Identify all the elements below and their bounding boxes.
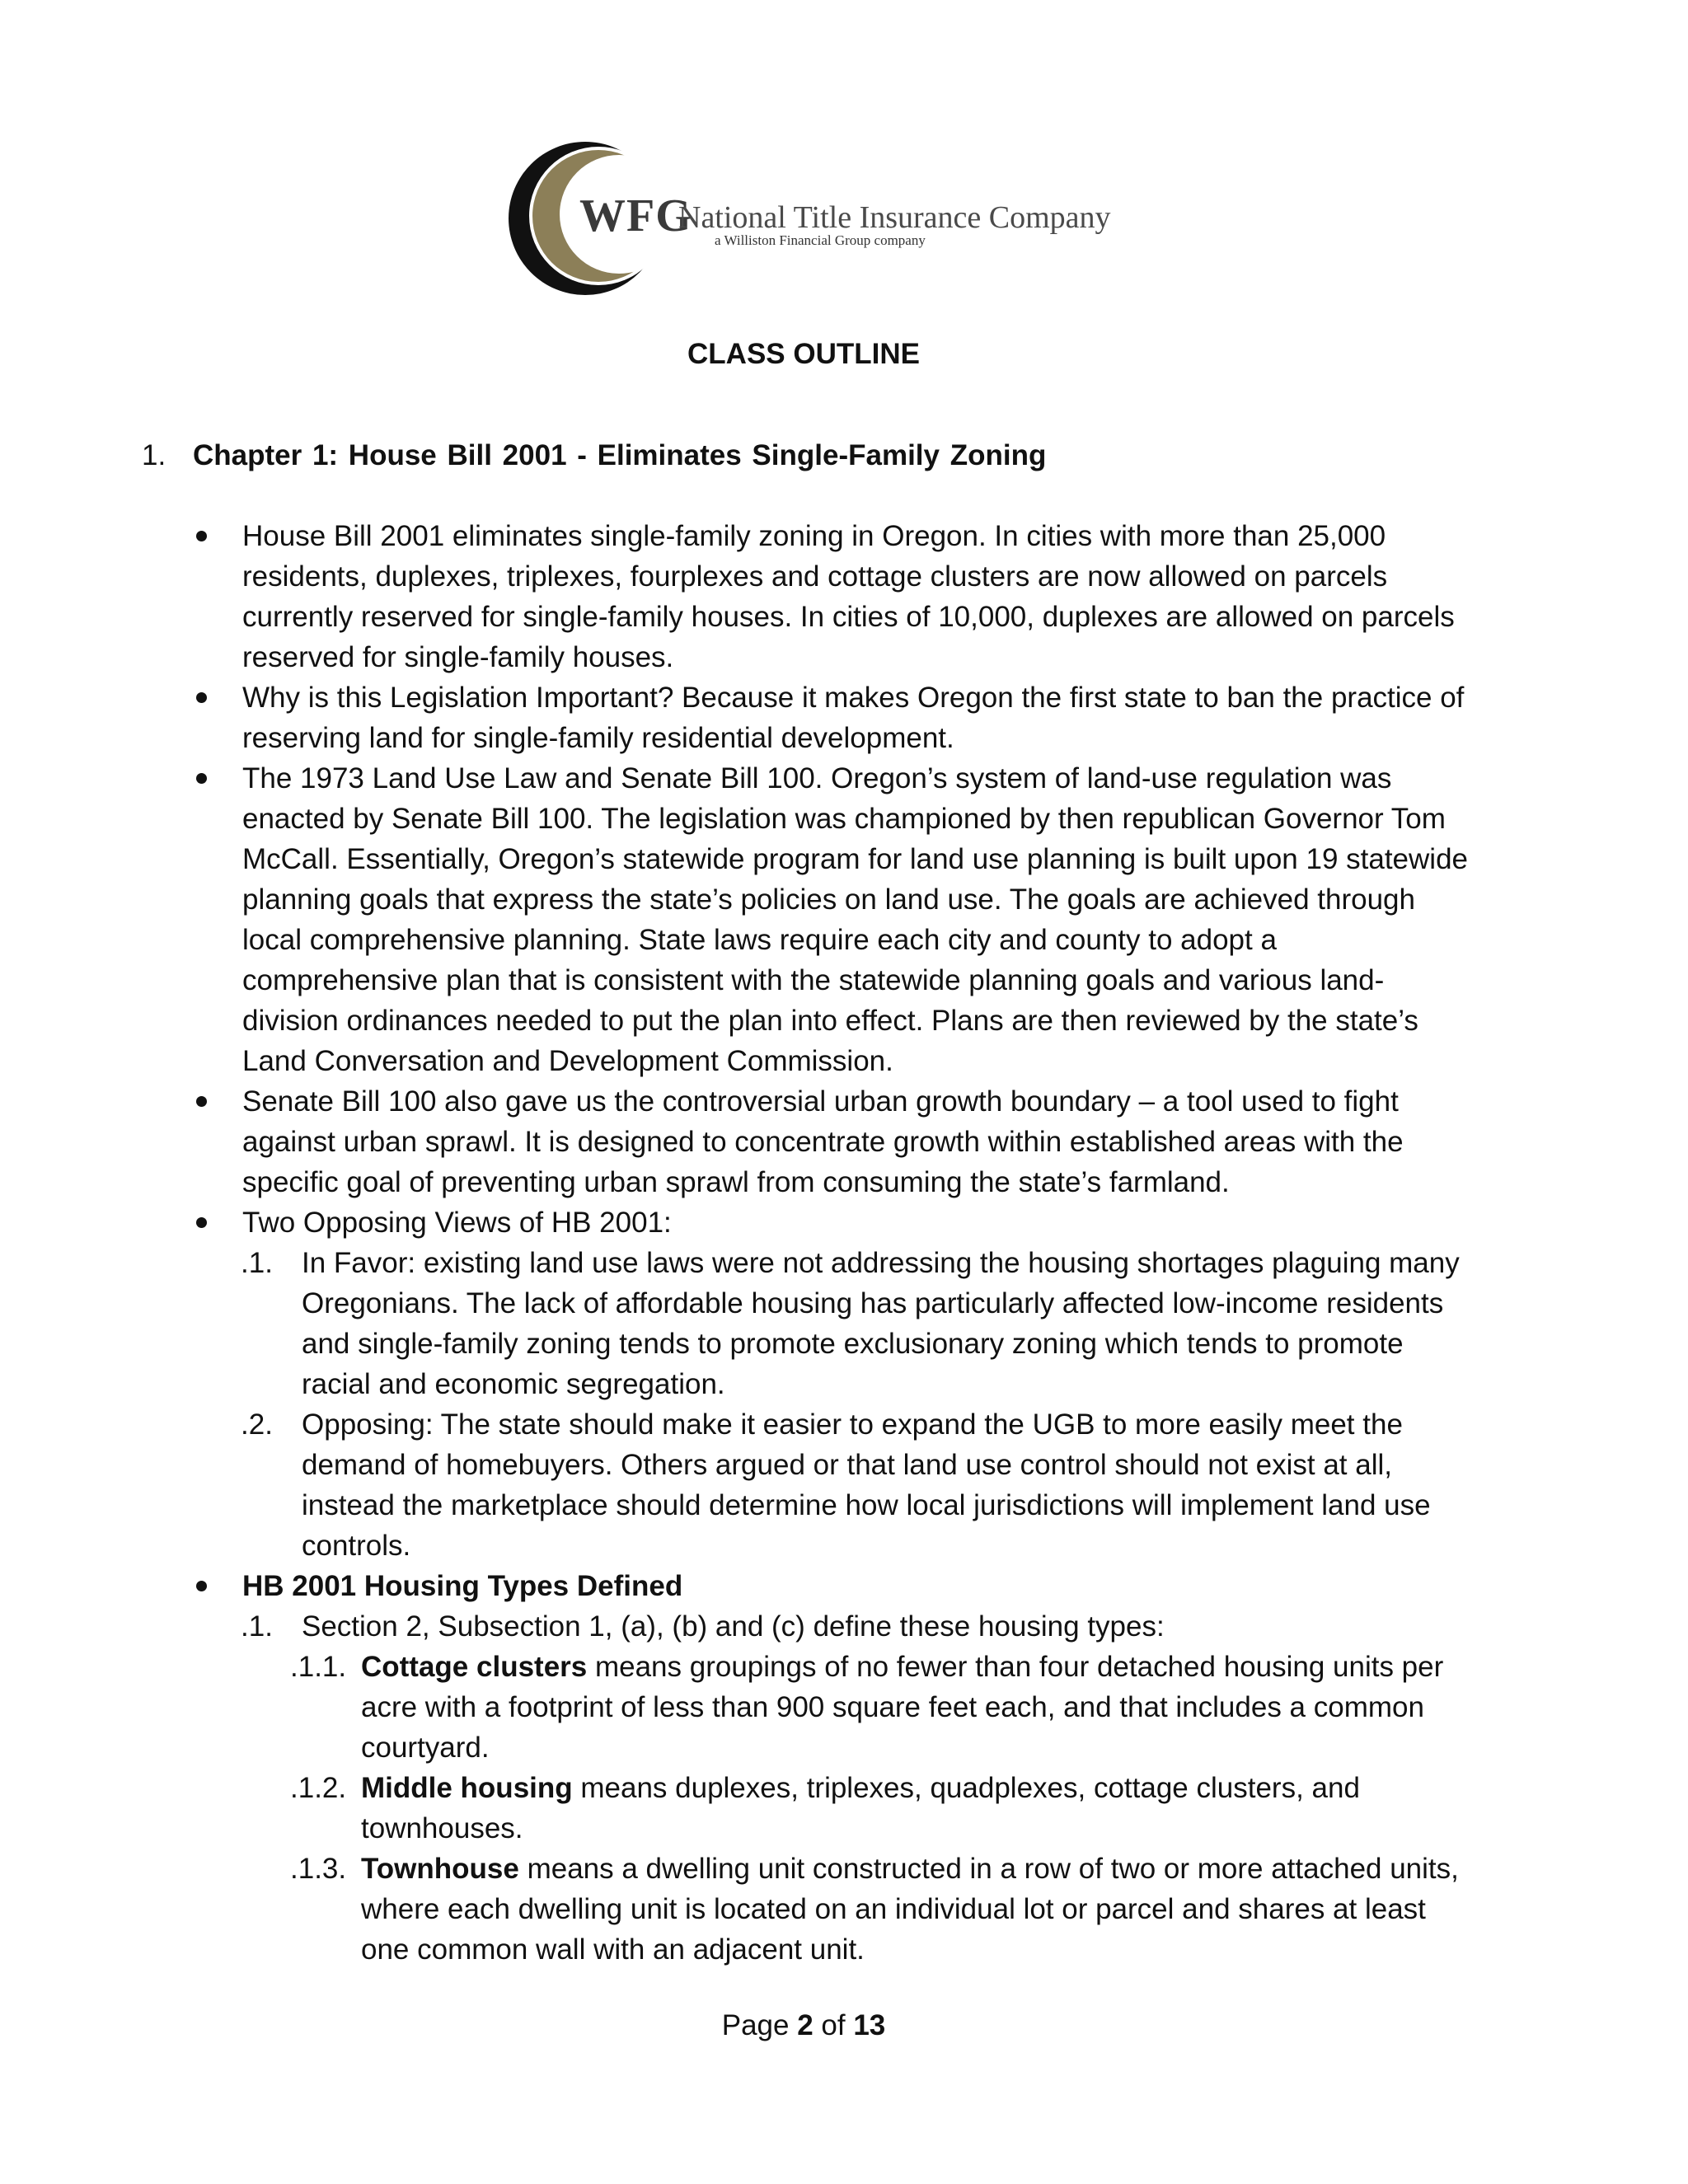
sub-list-text: Section 2, Subsection 1, (a), (b) and (c) define these housing types: <box>302 1610 1165 1643</box>
footer-prefix: Page <box>721 2009 798 2041</box>
bullet-text: The 1973 Land Use Law and Senate Bill 100. Oregon’s system of land-use regulation was enacted by Senate Bill 100. The legislation was championed by then republican Governor Tom McCall. Essentially, Oregon’s statewide program for land use planning is built upon 19 statewide planning goals that express the state’s policies on land use. The goals are achieved through local comprehensive planning. State laws require each city and county to adopt a comprehensive plan that is consistent with the statewide planning goals and various land-division ordinances needed to put the plan into effect. Plans are then reviewed by the state’s Land Conversation and Development Commission. <box>242 762 1469 1077</box>
page-number-footer <box>0 2009 1607 2042</box>
bullet-text: Two Opposing Views of HB 2001: <box>242 1207 672 1239</box>
bullet-item <box>0 758 1475 1081</box>
definition-term: Townhouse <box>361 1853 519 1885</box>
chapter-number: 1. <box>142 439 166 471</box>
bullet-item <box>0 677 1475 758</box>
chapter-heading <box>0 435 1688 476</box>
bullet-icon <box>196 1581 207 1591</box>
definition-text: means groupings of no fewer than four detached housing units per acre with a footprint of less than 900 square feet each, and that includes a common courtyard. <box>361 1651 1444 1764</box>
definition-number: .1.3. <box>290 1853 347 1885</box>
sub-list-text: Opposing: The state should make it easier to expand the UGB to more easily meet the demand of homebuyers. Others argued or that land use control should not exist at all, instead the marketplace should determine how local jurisdictions will implement land use controls. <box>302 1408 1431 1562</box>
chapter-title: Chapter 1: House Bill 2001 - Eliminates Single-Family Zoning <box>193 439 1047 471</box>
definition-text: means duplexes, triplexes, quadplexes, cottage clusters, and townhouses. <box>361 1772 1360 1844</box>
sub-list-item <box>0 1606 1475 1647</box>
bullet-icon <box>196 531 207 541</box>
bullet-item <box>0 516 1475 677</box>
bullet-item <box>0 1202 1475 1243</box>
bullet-icon <box>196 1096 207 1107</box>
sub-list-text: In Favor: existing land use laws were not addressing the housing shortages plaguing many Oregonians. The lack of affordable housing has particularly affected low-income residents and single-family zoning tends to promote exclusionary zoning which tends to promote racial and economic segregation. <box>302 1247 1460 1400</box>
bullet-icon <box>196 773 207 784</box>
outline-content <box>0 435 1688 1970</box>
definition-term: Cottage clusters <box>361 1651 588 1683</box>
definition-term: Middle housing <box>361 1772 573 1804</box>
sub-list-item <box>0 1404 1475 1566</box>
bullet-text: Why is this Legislation Important? Because it makes Oregon the first state to ban the practice of reserving land for single-family residential development. <box>242 682 1465 754</box>
total-page-count: 13 <box>853 2009 886 2041</box>
definition-item <box>0 1647 1475 1768</box>
definition-number: .1.2. <box>290 1772 347 1804</box>
bullet-icon <box>196 1217 207 1228</box>
sub-list-number: .1. <box>241 1610 273 1643</box>
definition-item <box>0 1768 1475 1849</box>
footer-middle: of <box>813 2009 854 2041</box>
company-logo <box>507 140 1109 297</box>
logo-mark-text: WFG <box>579 190 692 241</box>
definition-item <box>0 1849 1475 1970</box>
current-page-number: 2 <box>797 2009 814 2041</box>
definition-number: .1.1. <box>290 1651 347 1683</box>
logo-subtitle: a Williston Financial Group company <box>715 232 926 248</box>
sub-list-item <box>0 1243 1475 1404</box>
logo-company-name: National Title Insurance Company <box>678 200 1111 235</box>
sub-list-number: .2. <box>241 1408 273 1441</box>
bullet-item <box>0 1566 1475 1606</box>
definition-text: means a dwelling unit constructed in a row of two or more attached units, where each dwelling unit is located on an individual lot or parcel and shares at least one common wall with an adjacent unit. <box>361 1853 1459 1966</box>
bullet-text: Senate Bill 100 also gave us the controversial urban growth boundary – a tool used to fight against urban sprawl. It is designed to concentrate growth within established areas with the specific goal of preventing urban sprawl from consuming the state’s farmland. <box>242 1085 1404 1198</box>
bullet-text: House Bill 2001 eliminates single-family zoning in Oregon. In cities with more than 25,000 residents, duplexes, triplexes, fourplexes and cottage clusters are now allowed on parcels currently reserved for single-family houses. In cities of 10,000, duplexes are allowed on parcels reserved for single-family houses. <box>242 520 1455 673</box>
sub-list-number: .1. <box>241 1247 273 1279</box>
page-title: CLASS OUTLINE <box>687 338 920 370</box>
bullet-icon <box>196 692 207 703</box>
housing-types-heading: HB 2001 Housing Types Defined <box>242 1570 683 1602</box>
bullet-item <box>0 1081 1475 1202</box>
